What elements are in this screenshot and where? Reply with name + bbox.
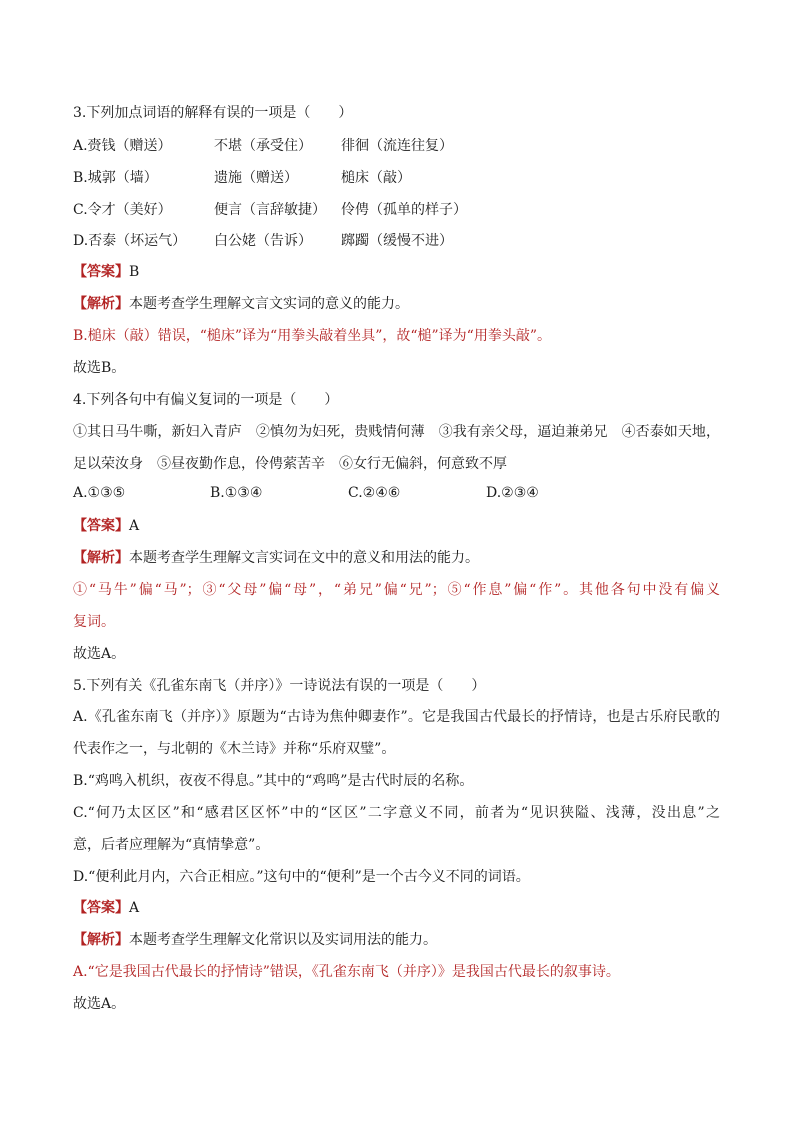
answer-value: A: [129, 518, 140, 534]
q3-conclusion: 故选B。: [73, 360, 126, 376]
q5-analysis-detail: A.“它是我国古代最长的抒情诗”错误，《孔雀东南飞（并序）》是我国古代最长的叙事诗。: [73, 964, 620, 980]
q3-option-b-3: 槌床（敲）: [341, 170, 411, 186]
answer-tag: 【答案】: [73, 518, 129, 534]
q5-conclusion: 故选A。: [73, 996, 126, 1012]
q3-option-c-3: 伶俜（孤单的样子）: [341, 202, 467, 218]
q4-analysis: [73, 548, 479, 568]
analysis-text: 本题考查学生理解文言文实词的意义的能力。: [129, 296, 409, 312]
analysis-text: 本题考查学生理解文言实词在文中的意义和用法的能力。: [129, 550, 479, 566]
q3-option-b-1: B.城郭（墙）: [73, 170, 158, 186]
q3-option-d-3: 踯躅（缓慢不进）: [341, 233, 453, 249]
q4-sentences-line-1: ①其日马牛嘶，新妇入青庐 ②慎勿为妇死，贵贱情何薄 ③我有亲父母，逼迫兼弟兄 ④否泰如天地，: [73, 424, 720, 440]
q3-analysis-detail: B.槌床（敲）错误，“槌床”译为“用拳头敲着坐具”，故“槌”译为“用拳头敲”。: [73, 328, 551, 344]
q3-option-c-2: 便言（言辞敏捷）: [214, 202, 326, 218]
q4-analysis-detail-line-1: ①“马牛”偏“马”；③“父母”偏“母”，“弟兄”偏“兄”；⑤“作息”偏“作”。其他各句中没有偏义: [73, 582, 720, 598]
q4-stem: 4.下列各句中有偏义复词的一项是（ ）: [73, 392, 339, 408]
q5-option-b: B.“鸡鸣入机织，夜夜不得息。”其中的“鸡鸣”是古代时辰的名称。: [73, 773, 474, 789]
q3-option-d-2: 白公姥（告诉）: [214, 233, 312, 249]
answer-value: B: [129, 264, 140, 280]
q5-option-a-line-2: 代表作之一，与北朝的《木兰诗》并称“乐府双璧”。: [73, 741, 396, 757]
q5-stem: 5.下列有关《孔雀东南飞（并序）》一诗说法有误的一项是（ ）: [73, 678, 486, 694]
q4-analysis-detail-line-2: 复词。: [73, 614, 115, 630]
analysis-tag: 【解析】: [73, 296, 129, 312]
q5-option-d: D.“便利此月内，六合正相应。”这句中的“便利”是一个古今义不同的词语。: [73, 869, 530, 885]
q4-option-d: D.②③④: [486, 485, 539, 501]
q5-option-c-line-1: C.“何乃太区区”和“感君区区怀”中的“区区”二字意义不同，前者为“见识狭隘、浅薄，没出息”之: [73, 805, 720, 821]
q4-answer: [73, 516, 139, 536]
q4-conclusion: 故选A。: [73, 646, 126, 662]
q3-option-b-2: 遗施（赠送）: [214, 170, 298, 186]
answer-value: A: [129, 900, 140, 916]
answer-tag: 【答案】: [73, 900, 129, 916]
q3-analysis: [73, 294, 409, 314]
q4-sentences-line-2: 足以荣汝身 ⑤昼夜勤作息，伶俜萦苦辛 ⑥女行无偏斜，何意致不厚: [73, 456, 507, 472]
q3-option-a-1: A.赍钱（赠送）: [73, 138, 172, 154]
q5-option-a-line-1: A.《孔雀东南飞（并序）》原题为“古诗为焦仲卿妻作”。它是我国古代最长的抒情诗，也是古乐府民歌的: [73, 709, 720, 725]
q3-option-a-2: 不堪（承受住）: [214, 138, 312, 154]
analysis-tag: 【解析】: [73, 550, 129, 566]
q3-option-a-3: 徘徊（流连往复）: [341, 138, 453, 154]
q5-answer: [73, 898, 139, 918]
q3-stem: 3.下列加点词语的解释有误的一项是（ ）: [73, 105, 353, 121]
q5-option-c-line-2: 意，后者应理解为“真情挚意”。: [73, 837, 270, 853]
q3-option-d-1: D.否泰（坏运气）: [73, 233, 187, 249]
q3-answer: [73, 262, 139, 282]
answer-tag: 【答案】: [73, 264, 129, 280]
q4-option-c: C.②④⑥: [348, 485, 401, 501]
analysis-text: 本题考查学生理解文化常识以及实词用法的能力。: [129, 932, 437, 948]
q3-option-c-1: C.令才（美好）: [73, 202, 172, 218]
q5-analysis: [73, 930, 437, 950]
q4-option-a: A.①③⑤: [73, 485, 126, 501]
analysis-tag: 【解析】: [73, 932, 129, 948]
q4-option-b: B.①③④: [210, 485, 263, 501]
